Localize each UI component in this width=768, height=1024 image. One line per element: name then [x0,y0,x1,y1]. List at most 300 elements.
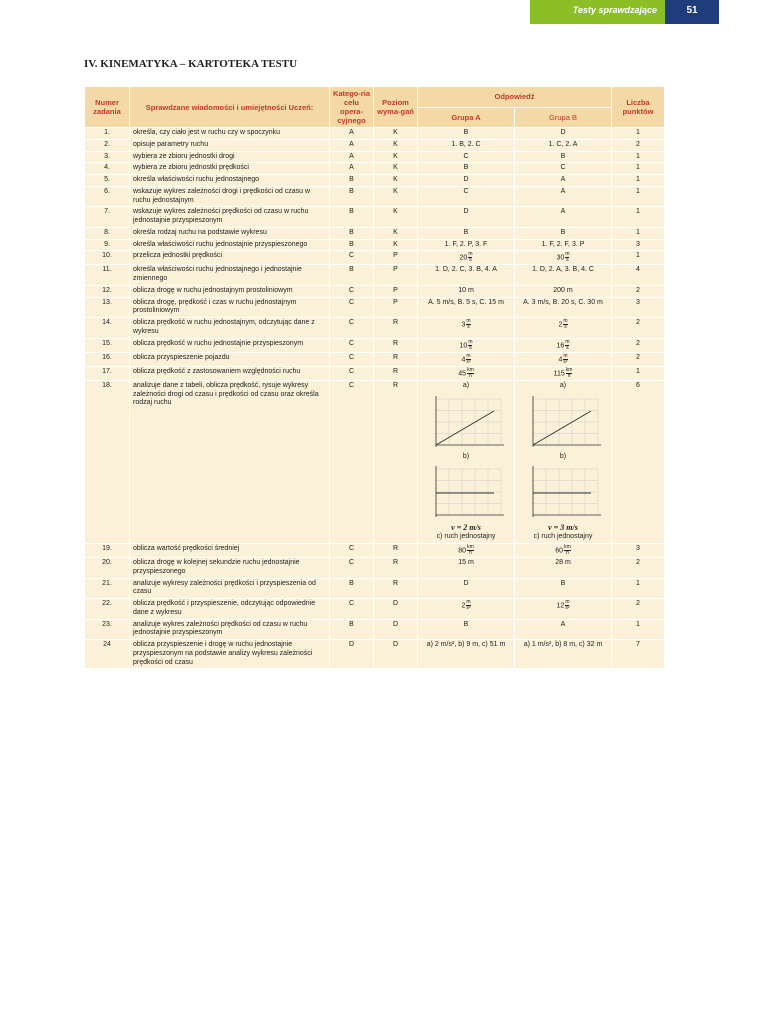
task-number: 11. [85,265,130,286]
points: 3 [612,297,665,318]
points: 1 [612,578,665,599]
task-number: 8. [85,227,130,239]
unit-fraction [468,340,472,351]
series-title: Testy sprawdzające [572,5,657,15]
part-a-label: a) [462,381,470,389]
answer-value: A [560,208,566,216]
task-number: 14. [85,318,130,339]
level: K [374,239,418,251]
col-answer-header: Odpowiedź [418,87,612,108]
answer-group-a [418,265,515,286]
unit-numerator: m [466,352,471,359]
table-row [85,544,665,558]
unit-denominator: h [469,550,472,557]
col-category-header: Katego-ria celu opera-cyjnego [330,87,374,128]
level: R [374,338,418,352]
category: C [330,251,374,265]
task-number: 21. [85,578,130,599]
answer-group-b [515,619,612,640]
unit-fraction [467,545,474,556]
task-number: 17. [85,366,130,380]
answer-value: 2 [461,602,466,610]
level: K [374,163,418,175]
table-row [85,227,665,239]
skill-description: oblicza drogę w ruchu jednostajnym prostoliniowym [130,285,330,297]
answer-value: 4 [461,356,466,364]
answer-group-b [515,139,612,151]
unit-denominator: s [469,257,472,264]
col-num-header: Numer zadania [85,87,130,128]
points: 7 [612,640,665,669]
answer-group-a [418,297,515,318]
table-row [85,207,665,228]
skill-description: oblicza prędkość i przyspieszenie, odczytując odpowiednie dane z wykresu [130,599,330,620]
task-number: 12. [85,285,130,297]
answer-value: 2 [558,321,563,329]
answer-value: 1. D, 2. C, 3. B, 4. A [435,266,497,274]
answer-group-a [418,619,515,640]
level: R [374,352,418,366]
table-row [85,318,665,339]
unit-numerator: m [466,318,471,325]
answer-group-b [515,318,612,339]
answer-value: 20 [459,254,468,262]
table-row [85,558,665,579]
category: B [330,207,374,228]
level: K [374,128,418,140]
part-b-label: b) [559,452,567,460]
unit-fraction [566,368,573,379]
skill-description: analizuje wykresy zależności prędkości i przyspieszenia od czasu [130,578,330,599]
skill-description: analizuje dane z tabeli, oblicza prędkość, rysuje wykresy zależności drogi od czasu i prędkości od czasu oraz określa rodzaj ruchu [130,380,330,543]
level: K [374,186,418,207]
answer-value: 4 [558,356,563,364]
category: B [330,619,374,640]
unit-fraction [565,340,569,351]
unit-denominator: h [566,550,569,557]
answer-group-b [515,640,612,669]
unit-denominator: s [566,257,569,264]
level: K [374,207,418,228]
answer-value: 1. B, 2. C [451,140,481,148]
answer-value: 10 [459,341,468,349]
points: 3 [612,544,665,558]
points: 2 [612,139,665,151]
table-row [85,265,665,286]
skill-description: określa, czy ciało jest w ruchu czy w spoczynku [130,128,330,140]
answer-group-b [515,151,612,163]
answer-value: 3 [461,321,466,329]
category: C [330,366,374,380]
task-number: 19. [85,544,130,558]
table-row [85,186,665,207]
table-row [85,599,665,620]
points: 1 [612,151,665,163]
level: R [374,544,418,558]
answer-value: 80 [458,547,467,555]
points: 2 [612,338,665,352]
category: C [330,544,374,558]
answer-group-b [515,338,612,352]
points: 1 [612,207,665,228]
task-number: 4. [85,163,130,175]
category: C [330,285,374,297]
skill-description: oblicza drogę, prędkość i czas w ruchu jednostajnym prostoliniowym [130,297,330,318]
answer-value: A. 5 m/s, B. 5 s, C. 15 m [428,298,504,306]
unit-numerator: m [565,338,570,345]
answer-group-b [515,265,612,286]
table-row [85,285,665,297]
points: 1 [612,186,665,207]
category: A [330,128,374,140]
answer-value: C [560,164,566,172]
level: P [374,251,418,265]
answer-value: 30 [556,254,565,262]
answer-value: D [560,129,566,136]
skill-description: wskazuje wykres zależności prędkości od czasu w ruchu jednostajnie przyspieszonym [130,207,330,228]
answer-group-b [515,297,612,318]
points: 1 [612,163,665,175]
points: 4 [612,265,665,286]
unit-fraction [563,319,567,330]
answer-value: A. 3 m/s, B. 20 s, C. 30 m [523,298,603,306]
col-level-header: Poziom wyma-gań [374,87,418,128]
points: 1 [612,366,665,380]
category: A [330,163,374,175]
category: C [330,352,374,366]
velocity-time-graph [523,463,603,523]
table-row [85,578,665,599]
answer-group-a [418,599,515,620]
answer-group-b [515,558,612,579]
answer-value: B [560,228,566,236]
table-row [85,366,665,380]
answer-key-table [84,86,665,669]
answer-value: C [463,187,469,195]
task-number: 23. [85,619,130,640]
table-row [85,175,665,187]
answer-group-a [418,163,515,175]
unit-numerator: km [467,366,474,373]
answer-value: C [463,152,469,160]
answer-value: a) 1 m/s², b) 8 m, c) 32 m [523,641,603,649]
answer-group-a [418,239,515,251]
answer-group-b [515,163,612,175]
unit-numerator: km [467,544,474,551]
points: 2 [612,599,665,620]
unit-numerator: m [565,251,570,258]
answer-value: 28 m [555,559,571,567]
points: 2 [612,318,665,339]
skill-description: wybiera ze zbioru jednostki prędkości [130,163,330,175]
unit-fraction [466,600,470,611]
unit-fraction [467,368,474,379]
answer-value: D [463,579,469,587]
answer-group-a [418,578,515,599]
unit-numerator: m [468,251,473,258]
answer-value: 16 [556,341,565,349]
table-row [85,251,665,265]
points: 1 [612,619,665,640]
level: P [374,297,418,318]
answer-group-a [418,558,515,579]
answer-group-b [515,128,612,140]
answer-value: 12 [556,602,565,610]
skill-description: oblicza wartość prędkości średniej [130,544,330,558]
answer-value: 200 m [553,286,573,294]
unit-denominator: s² [565,605,570,612]
task-number: 22. [85,599,130,620]
unit-denominator: s [566,344,569,351]
category: B [330,265,374,286]
velocity-result: v = 3 m/s [548,523,578,533]
level: R [374,380,418,543]
answer-value: 10 m [458,286,474,294]
answer-group-b [515,578,612,599]
category: A [330,151,374,163]
task-number: 1. [85,128,130,140]
unit-fraction [468,252,472,263]
skill-description: oblicza prędkość w ruchu jednostajnym, odczytując dane z wykresu [130,318,330,339]
category: C [330,318,374,339]
page-number: 51 [686,5,698,16]
answer-value: 60 [555,547,564,555]
page-number-box [665,0,719,24]
answer-value: 1. F, 2. P, 3. F [444,240,488,248]
category: C [330,380,374,543]
skill-description: analizuje wykres zależności prędkości od czasu w ruchu jednostajnie przyspieszonym [130,619,330,640]
table-row [85,151,665,163]
unit-numerator: m [565,599,570,606]
points: 2 [612,352,665,366]
part-a-label: a) [559,381,567,389]
task-number: 2. [85,139,130,151]
category: B [330,239,374,251]
points: 6 [612,380,665,543]
answer-value: D [463,208,469,216]
answer-value: A [560,187,566,195]
part-b-label: b) [462,452,470,460]
velocity-result: v = 2 m/s [451,523,481,533]
skill-description: wybiera ze zbioru jednostki drogi [130,151,330,163]
answer-group-b [515,352,612,366]
col-points-header: Liczba punktów [612,87,665,128]
task-number: 18. [85,380,130,543]
answer-value: 1. F, 2. F, 3. P [541,240,585,248]
answer-group-a [418,380,515,543]
level: R [374,578,418,599]
unit-fraction [565,252,569,263]
skill-description: określa rodzaj ruchu na podstawie wykresu [130,227,330,239]
answer-group-a [418,366,515,380]
unit-denominator: s [469,344,472,351]
unit-denominator: s² [466,358,471,365]
unit-numerator: km [565,366,573,373]
series-banner [530,0,665,24]
category: C [330,297,374,318]
answer-value: D [463,176,469,183]
unit-denominator: h [567,372,571,379]
category: C [330,338,374,352]
skill-description: przelicza jednostki prędkości [130,251,330,265]
level: K [374,151,418,163]
answer-value: 1. C, 2. A [548,140,578,148]
table-body [85,128,665,669]
table-row [85,139,665,151]
answer-group-a [418,227,515,239]
task-number: 9. [85,239,130,251]
skill-description: opisuje parametry ruchu [130,139,330,151]
task-number: 24 [85,640,130,669]
points: 1 [612,227,665,239]
task-number: 5. [85,175,130,187]
answer-value: B [463,620,469,628]
skill-description: oblicza prędkość w ruchu jednostajnie przyspieszonym [130,338,330,352]
category: B [330,227,374,239]
category: B [330,175,374,187]
page-title: IV. KINEMATYKA – KARTOTEKA TESTU [84,58,298,70]
answer-group-a [418,139,515,151]
answer-value: B [463,164,469,172]
answer-value: 1. D, 2. A, 3. B, 4. C [532,266,594,274]
answer-group-b [515,599,612,620]
unit-denominator: h [469,372,472,379]
unit-numerator: km [564,544,571,551]
answer-group-a [418,352,515,366]
skill-description: określa właściwości ruchu jednostajnego i jednostajnie zmiennego [130,265,330,286]
unit-numerator: m [468,338,473,345]
points: 1 [612,128,665,140]
answer-group-a [418,318,515,339]
answer-group-a [418,151,515,163]
distance-time-graph [523,393,603,453]
answer-group-a [418,251,515,265]
table-row [85,297,665,318]
skill-description: oblicza drogę w kolejnej sekundzie ruchu jednostajnie przyspieszonego [130,558,330,579]
level: R [374,366,418,380]
motion-type: c) ruch jednostajny [533,533,593,541]
task-number: 20. [85,558,130,579]
category: B [330,186,374,207]
unit-numerator: m [466,599,471,606]
answer-value: A [560,620,566,628]
unit-denominator: s² [466,605,471,612]
answer-value: 45 [458,370,467,378]
answer-group-b [515,380,612,543]
motion-type: c) ruch jednostajny [436,533,496,541]
level: R [374,558,418,579]
answer-group-a [418,544,515,558]
category: D [330,640,374,669]
unit-fraction [466,354,470,365]
level: K [374,139,418,151]
task-number: 6. [85,186,130,207]
answer-group-b [515,175,612,187]
answer-group-b [515,207,612,228]
answer-group-a [418,207,515,228]
points: 2 [612,285,665,297]
task-number: 10. [85,251,130,265]
task-number: 16. [85,352,130,366]
answer-group-b [515,251,612,265]
skill-description: wskazuje wykres zależności drogi i prędkości od czasu w ruchu jednostajnym [130,186,330,207]
category: C [330,558,374,579]
level: R [374,318,418,339]
answer-group-b [515,285,612,297]
task-number: 3. [85,151,130,163]
level: K [374,175,418,187]
unit-numerator: m [563,318,568,325]
table-row [85,352,665,366]
unit-denominator: s [564,324,567,331]
col-group-b-header: Grupa B [515,107,612,128]
col-group-a-header: Grupa A [418,107,515,128]
level: P [374,285,418,297]
table-row [85,239,665,251]
table-row [85,380,665,543]
unit-fraction [563,354,567,365]
table-row [85,163,665,175]
answer-group-a [418,640,515,669]
category: C [330,599,374,620]
answer-group-a [418,285,515,297]
unit-denominator: s² [563,358,568,365]
table-row [85,640,665,669]
answer-group-a [418,128,515,140]
answer-value: B [463,228,469,236]
answer-group-b [515,227,612,239]
answer-value: 115 [553,370,565,378]
level: K [374,227,418,239]
answer-value: B [463,129,469,136]
answer-group-a [418,186,515,207]
answer-group-b [515,366,612,380]
category: B [330,578,374,599]
answer-value: A [560,176,566,183]
unit-fraction [564,545,571,556]
unit-denominator: s [467,324,470,331]
answer-value: 15 m [458,559,474,567]
unit-fraction [466,319,470,330]
skill-description: określa właściwości ruchu jednostajnie przyspieszonego [130,239,330,251]
level: D [374,619,418,640]
skill-description: oblicza prędkość z zastosowaniem względności ruchu [130,366,330,380]
answer-group-a [418,175,515,187]
velocity-time-graph [426,463,506,523]
points: 1 [612,175,665,187]
answer-value: a) 2 m/s², b) 9 m, c) 51 m [426,641,506,649]
col-skills-header: Sprawdzane wiadomości i umiejętności Uczeń: [130,87,330,128]
answer-value: B [560,152,566,160]
task-number: 7. [85,207,130,228]
unit-numerator: m [563,352,568,359]
answer-group-a [418,338,515,352]
distance-time-graph [426,393,506,453]
answer-group-b [515,544,612,558]
unit-fraction [565,600,569,611]
level: D [374,599,418,620]
table-row [85,128,665,140]
table-row [85,338,665,352]
table-row [85,619,665,640]
answer-group-b [515,186,612,207]
level: D [374,640,418,669]
skill-description: określa właściwości ruchu jednostajnego [130,175,330,187]
answer-group-b [515,239,612,251]
answer-value: B [560,579,566,587]
category: A [330,139,374,151]
task-number: 15. [85,338,130,352]
